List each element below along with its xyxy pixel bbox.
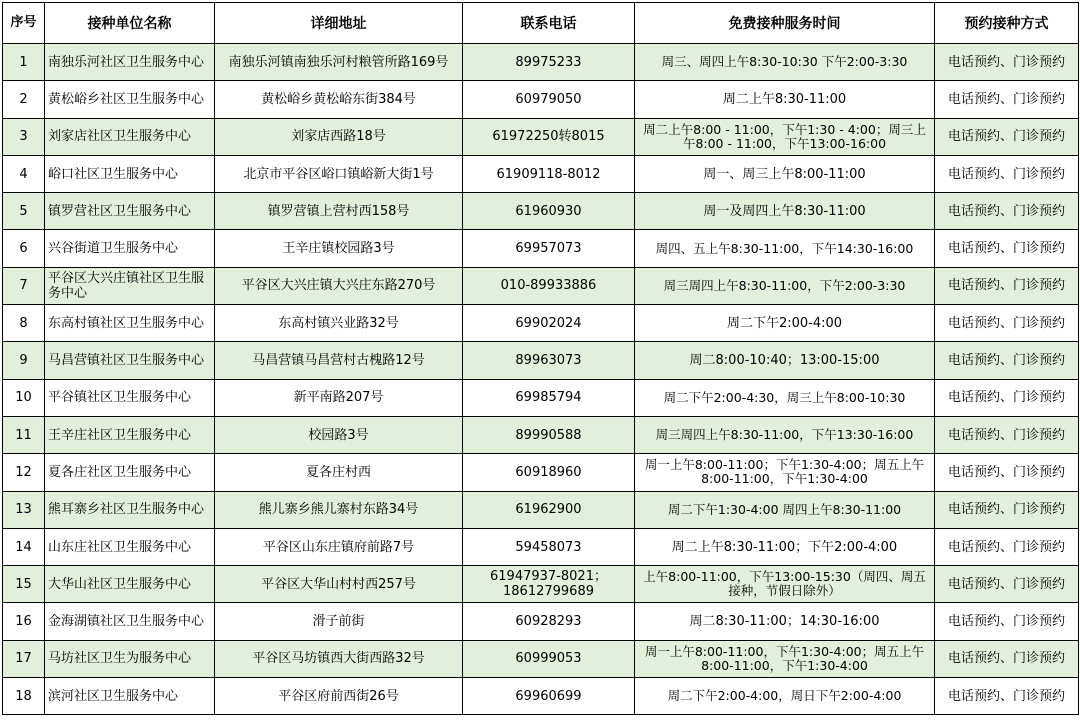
table-row <box>3 454 1079 491</box>
service-time-cell: 周三、周四上午8:30-10:30 下午2:00-3:30 <box>635 44 935 81</box>
row-number: 11 <box>3 416 45 453</box>
header-unit-name: 接种单位名称 <box>45 3 215 44</box>
booking-method-cell: 电话预约、门诊预约 <box>935 528 1079 565</box>
service-time-cell: 周二上午8:00 - 11:00，下午1:30 - 4:00；周三上午8:00 - 11:00，下午13:00-16:00 <box>635 118 935 155</box>
booking-method-cell: 电话预约、门诊预约 <box>935 678 1079 715</box>
table-row <box>3 267 1079 304</box>
address-cell: 马昌营镇马昌营村古槐路12号 <box>215 342 463 379</box>
address-cell: 东高村镇兴业路32号 <box>215 305 463 342</box>
booking-method-cell: 电话预约、门诊预约 <box>935 566 1079 603</box>
unit-name-cell: 金海湖镇社区卫生服务中心 <box>45 603 215 640</box>
unit-name-cell: 滨河社区卫生服务中心 <box>45 678 215 715</box>
row-number: 2 <box>3 81 45 118</box>
phone-cell: 60979050 <box>463 81 635 118</box>
row-number: 17 <box>3 640 45 677</box>
row-number: 5 <box>3 193 45 230</box>
address-cell: 新平南路207号 <box>215 379 463 416</box>
booking-method-cell: 电话预约、门诊预约 <box>935 342 1079 379</box>
phone-cell: 69902024 <box>463 305 635 342</box>
service-time-cell: 周一及周四上午8:30-11:00 <box>635 193 935 230</box>
phone-cell: 69960699 <box>463 678 635 715</box>
table-row <box>3 81 1079 118</box>
phone-cell: 010-89933886 <box>463 267 635 304</box>
vaccination-sites-table <box>2 2 1079 715</box>
address-cell: 平谷区大华山村村西257号 <box>215 566 463 603</box>
table-row <box>3 416 1079 453</box>
service-time-cell: 周二上午8:30-11:00 <box>635 81 935 118</box>
unit-name-cell: 兴谷街道卫生服务中心 <box>45 230 215 267</box>
header-phone: 联系电话 <box>463 3 635 44</box>
unit-name-cell: 熊耳寨乡社区卫生服务中心 <box>45 491 215 528</box>
booking-method-cell: 电话预约、门诊预约 <box>935 640 1079 677</box>
service-time-cell: 周二下午2:00-4:00 <box>635 305 935 342</box>
phone-cell: 60918960 <box>463 454 635 491</box>
unit-name-cell: 刘家店社区卫生服务中心 <box>45 118 215 155</box>
address-cell: 镇罗营镇上营村西158号 <box>215 193 463 230</box>
row-number: 8 <box>3 305 45 342</box>
address-cell: 南独乐河镇南独乐河村粮管所路169号 <box>215 44 463 81</box>
service-time-cell: 周二8:00-10:40；13:00-15:00 <box>635 342 935 379</box>
service-time-cell: 周二下午2:00-4:30，周三上午8:00-10:30 <box>635 379 935 416</box>
booking-method-cell: 电话预约、门诊预约 <box>935 379 1079 416</box>
phone-cell: 89963073 <box>463 342 635 379</box>
address-cell: 刘家店西路18号 <box>215 118 463 155</box>
phone-cell: 61962900 <box>463 491 635 528</box>
table-row <box>3 678 1079 715</box>
unit-name-cell: 大华山社区卫生服务中心 <box>45 566 215 603</box>
service-time-cell: 周三周四上午8:30-11:00，下午13:30-16:00 <box>635 416 935 453</box>
address-cell: 王辛庄镇校园路3号 <box>215 230 463 267</box>
booking-method-cell: 电话预约、门诊预约 <box>935 603 1079 640</box>
service-time-cell: 周一上午8:00-11:00，下午1:30-4:00；周五上午8:00-11:00，下午1:30-4:00 <box>635 640 935 677</box>
service-time-cell: 周二上午8:30-11:00；下午2:00-4:00 <box>635 528 935 565</box>
phone-cell: 61909118-8012 <box>463 155 635 192</box>
header-service-time: 免费接种服务时间 <box>635 3 935 44</box>
table-row <box>3 603 1079 640</box>
unit-name-cell: 峪口社区卫生服务中心 <box>45 155 215 192</box>
row-number: 13 <box>3 491 45 528</box>
table-row <box>3 230 1079 267</box>
address-cell: 熊儿寨乡熊儿寨村东路34号 <box>215 491 463 528</box>
unit-name-cell: 镇罗营社区卫生服务中心 <box>45 193 215 230</box>
row-number: 6 <box>3 230 45 267</box>
unit-name-cell: 平谷镇社区卫生服务中心 <box>45 379 215 416</box>
phone-cell: 60999053 <box>463 640 635 677</box>
unit-name-cell: 马坊社区卫生为服务中心 <box>45 640 215 677</box>
address-cell: 平谷区山东庄镇府前路7号 <box>215 528 463 565</box>
header-address: 详细地址 <box>215 3 463 44</box>
row-number: 9 <box>3 342 45 379</box>
table-row <box>3 640 1079 677</box>
unit-name-cell: 马昌营镇社区卫生服务中心 <box>45 342 215 379</box>
unit-name-cell: 王辛庄社区卫生服务中心 <box>45 416 215 453</box>
service-time-cell: 周二8:30-11:00；14:30-16:00 <box>635 603 935 640</box>
booking-method-cell: 电话预约、门诊预约 <box>935 230 1079 267</box>
address-cell: 滑子前街 <box>215 603 463 640</box>
table-row <box>3 566 1079 603</box>
unit-name-cell: 南独乐河社区卫生服务中心 <box>45 44 215 81</box>
unit-name-cell: 山东庄社区卫生服务中心 <box>45 528 215 565</box>
row-number: 12 <box>3 454 45 491</box>
row-number: 1 <box>3 44 45 81</box>
address-cell: 北京市平谷区峪口镇峪新大街1号 <box>215 155 463 192</box>
booking-method-cell: 电话预约、门诊预约 <box>935 118 1079 155</box>
phone-cell: 59458073 <box>463 528 635 565</box>
service-time-cell: 周三周四上午8:30-11:00，下午2:00-3:30 <box>635 267 935 304</box>
unit-name-cell: 东高村镇社区卫生服务中心 <box>45 305 215 342</box>
booking-method-cell: 电话预约、门诊预约 <box>935 491 1079 528</box>
row-number: 10 <box>3 379 45 416</box>
address-cell: 夏各庄村西 <box>215 454 463 491</box>
table-row <box>3 528 1079 565</box>
table-row <box>3 342 1079 379</box>
service-time-cell: 周二下午1:30-4:00 周四上午8:30-11:00 <box>635 491 935 528</box>
booking-method-cell: 电话预约、门诊预约 <box>935 454 1079 491</box>
phone-cell: 60928293 <box>463 603 635 640</box>
table-row <box>3 118 1079 155</box>
phone-cell: 69957073 <box>463 230 635 267</box>
address-cell: 黄松峪乡黄松峪东街384号 <box>215 81 463 118</box>
unit-name-cell: 黄松峪乡社区卫生服务中心 <box>45 81 215 118</box>
table-row <box>3 193 1079 230</box>
address-cell: 平谷区府前西街26号 <box>215 678 463 715</box>
row-number: 14 <box>3 528 45 565</box>
unit-name-cell: 夏各庄社区卫生服务中心 <box>45 454 215 491</box>
row-number: 4 <box>3 155 45 192</box>
row-number: 3 <box>3 118 45 155</box>
row-number: 15 <box>3 566 45 603</box>
service-time-cell: 上午8:00-11:00，下午13:00-15:30（周四、周五接种，节假日除外） <box>635 566 935 603</box>
header-booking-method: 预约接种方式 <box>935 3 1079 44</box>
header-row <box>3 3 1079 44</box>
row-number: 7 <box>3 267 45 304</box>
row-number: 18 <box>3 678 45 715</box>
address-cell: 校园路3号 <box>215 416 463 453</box>
table-row <box>3 305 1079 342</box>
booking-method-cell: 电话预约、门诊预约 <box>935 267 1079 304</box>
table-row <box>3 491 1079 528</box>
service-time-cell: 周二下午2:00-4:00，周日下午2:00-4:00 <box>635 678 935 715</box>
phone-cell: 89990588 <box>463 416 635 453</box>
unit-name-cell: 平谷区大兴庄镇社区卫生服务中心 <box>45 267 215 304</box>
service-time-cell: 周一、周三上午8:00-11:00 <box>635 155 935 192</box>
phone-cell: 89975233 <box>463 44 635 81</box>
service-time-cell: 周四、五上午8:30-11:00，下午14:30-16:00 <box>635 230 935 267</box>
header-number: 序号 <box>3 3 45 44</box>
table-row <box>3 44 1079 81</box>
address-cell: 平谷区马坊镇西大街西路32号 <box>215 640 463 677</box>
phone-cell: 61972250转8015 <box>463 118 635 155</box>
address-cell: 平谷区大兴庄镇大兴庄东路270号 <box>215 267 463 304</box>
booking-method-cell: 电话预约、门诊预约 <box>935 155 1079 192</box>
phone-cell: 69985794 <box>463 379 635 416</box>
booking-method-cell: 电话预约、门诊预约 <box>935 193 1079 230</box>
booking-method-cell: 电话预约、门诊预约 <box>935 305 1079 342</box>
service-time-cell: 周一上午8:00-11:00；下午1:30-4:00；周五上午8:00-11:00，下午1:30-4:00 <box>635 454 935 491</box>
table-row <box>3 379 1079 416</box>
phone-cell: 61960930 <box>463 193 635 230</box>
booking-method-cell: 电话预约、门诊预约 <box>935 44 1079 81</box>
booking-method-cell: 电话预约、门诊预约 <box>935 416 1079 453</box>
phone-cell: 61947937-8021；18612799689 <box>463 566 635 603</box>
booking-method-cell: 电话预约、门诊预约 <box>935 81 1079 118</box>
row-number: 16 <box>3 603 45 640</box>
table-row <box>3 155 1079 192</box>
